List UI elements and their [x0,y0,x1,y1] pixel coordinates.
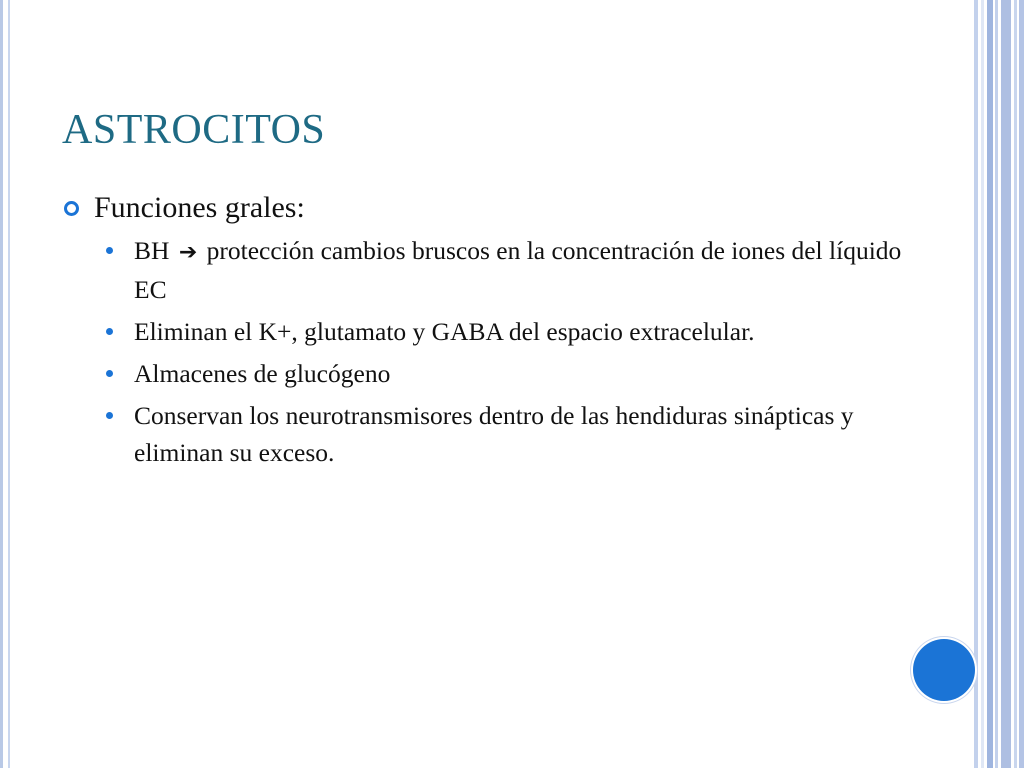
list-item [102,313,902,350]
section-heading: Funciones grales: [94,191,305,224]
list-item [102,397,902,471]
item-text: Almacenes de glucógeno [134,359,391,388]
stripe [1019,0,1024,768]
right-decorative-stripes [974,0,1024,768]
slide-content [62,188,902,476]
item-lead: BH [134,236,170,265]
stripe [974,0,978,768]
stripe [981,0,984,768]
stripe [987,0,993,768]
stripe [1014,0,1017,768]
stripe [995,0,998,768]
ring-bullet-icon [64,201,79,216]
accent-circle [913,639,975,701]
left-frame-line [0,0,3,768]
dot-bullet-icon [106,247,113,254]
function-list [62,232,902,471]
bullet-level1 [62,188,902,228]
item-text: protección cambios bruscos en la concentración de iones del líquido EC [134,236,902,304]
dot-bullet-icon [106,412,113,419]
list-item [102,355,902,392]
item-text: Conservan los neurotransmisores dentro de las hendiduras sinápticas y eliminan su exceso. [134,401,854,467]
item-text: Eliminan el K+, glutamato y GABA del espacio extracelular. [134,317,755,346]
list-item [102,232,902,308]
slide-title: ASTROCITOS [62,107,326,153]
dot-bullet-icon [106,328,113,335]
left-frame-line-inner [8,0,10,768]
stripe [1001,0,1011,768]
dot-bullet-icon [106,370,113,377]
right-arrow-icon: ➔ [178,240,198,265]
